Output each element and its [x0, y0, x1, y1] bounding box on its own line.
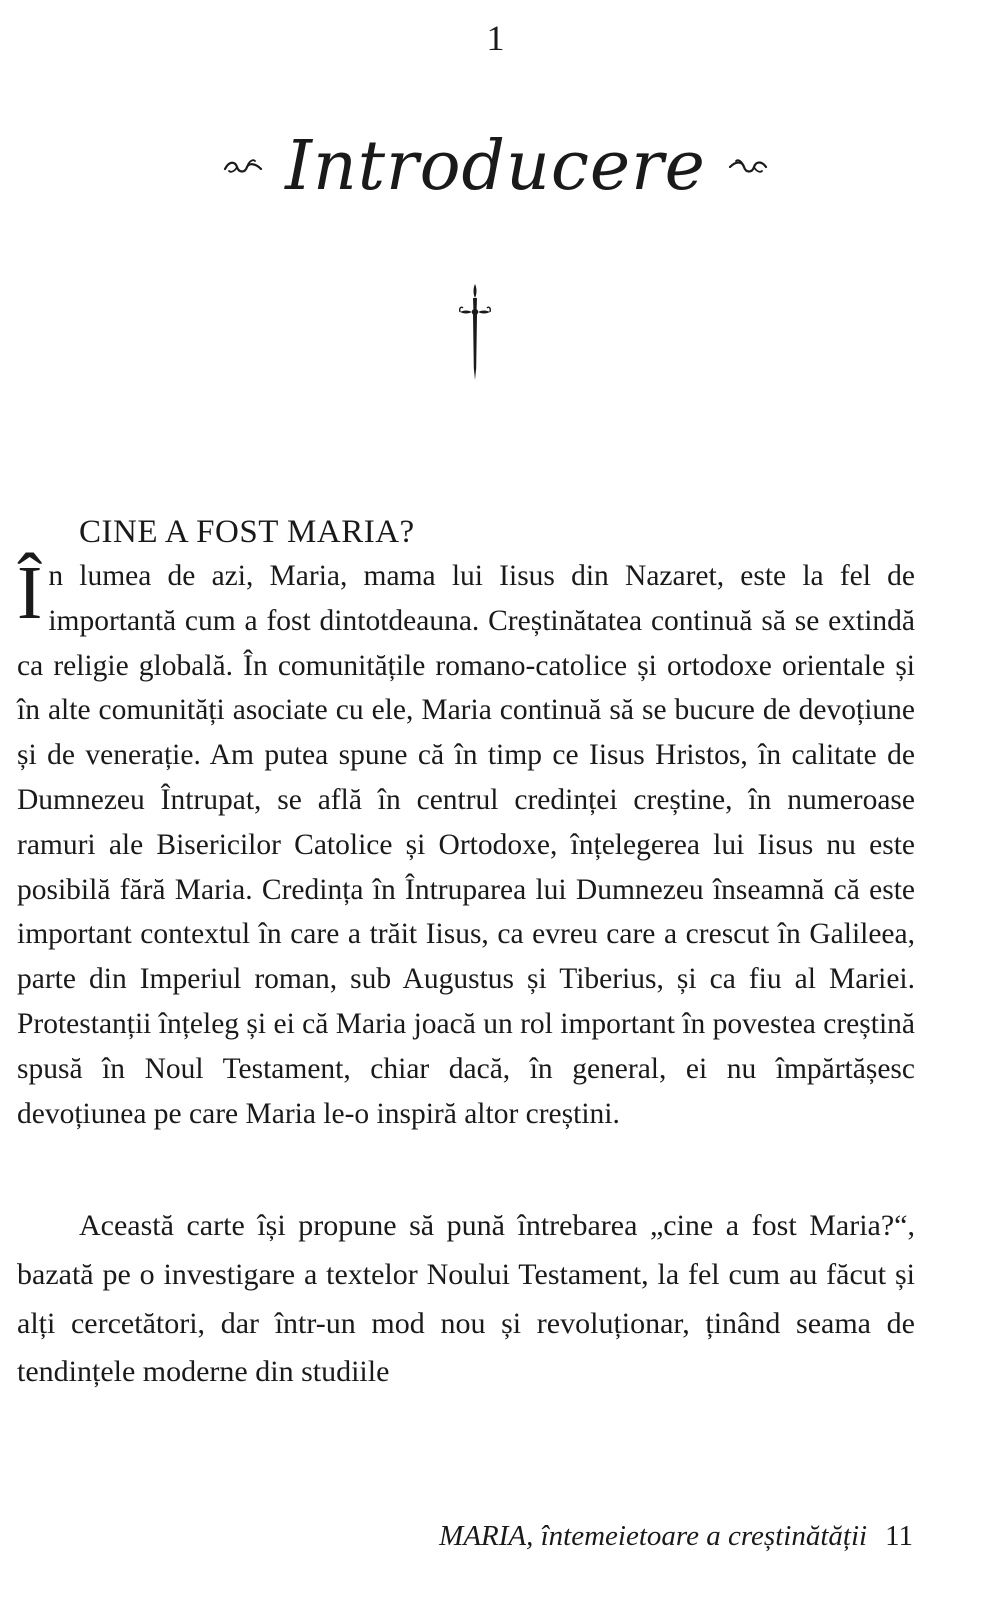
- page-footer: [439, 1516, 913, 1556]
- body-text: [17, 510, 915, 1397]
- paragraph: Această carte își propune să pună întrebarea „cine a fost Maria?“, bazată pe o investigare a textelor Noului Testament, la fel cum au făcut și alți cercetători, dar într-un mod nou și revoluționar, ținând seama de tendințele moderne din studiile: [17, 1209, 915, 1389]
- chapter-title: Introducere: [285, 127, 706, 206]
- chapter-number: 1: [486, 18, 505, 58]
- flourish-right-icon: [728, 155, 768, 179]
- page-number: 11: [885, 1520, 913, 1552]
- section-heading: CINE A FOST MARIA?: [79, 514, 415, 550]
- cross-ornament-icon: [458, 282, 492, 382]
- running-title: MARIA, întemeietoare a creștinătății: [439, 1520, 868, 1552]
- drop-cap: Î: [17, 551, 43, 635]
- paragraph-text: n lumea de azi, Maria, mama lui Iisus din Nazaret, este la fel de importantă cum a fost dintotdeauna. Creștinătatea continuă să se extindă ca religie globală. În comunitățile romano-catolice și ortodoxe orientale și în alte comunități asociate cu ele, Maria continuă să se bucure de devoțiune și de venerație. Am putea spune că în timp ce Iisus Hristos, în calitate de Dumnezeu Întrupat, se află în centrul credinței creștine, în numeroase ramuri ale Bisericilor Catolice și Ortodoxe, înțelegerea lui Iisus nu este posibilă fără Maria. Credința în Întruparea lui Dumnezeu înseamnă că este important contextul în care a trăit Iisus, ca evreu care a crescut în Galileea, parte din Imperiul roman, sub Augustus și Tiberius, și ca fiu al Mariei. Protestanții înțeleg și ei că Maria joacă un rol important în povestea creștină spusă în Noul Testament, chiar dacă, în general, ei nu împărtășesc devoțiunea pe care Maria le-o inspiră altor creștini.: [17, 560, 915, 1130]
- paragraph: [17, 551, 915, 1136]
- flourish-left-icon: [223, 155, 263, 179]
- chapter-title-row: [0, 112, 991, 222]
